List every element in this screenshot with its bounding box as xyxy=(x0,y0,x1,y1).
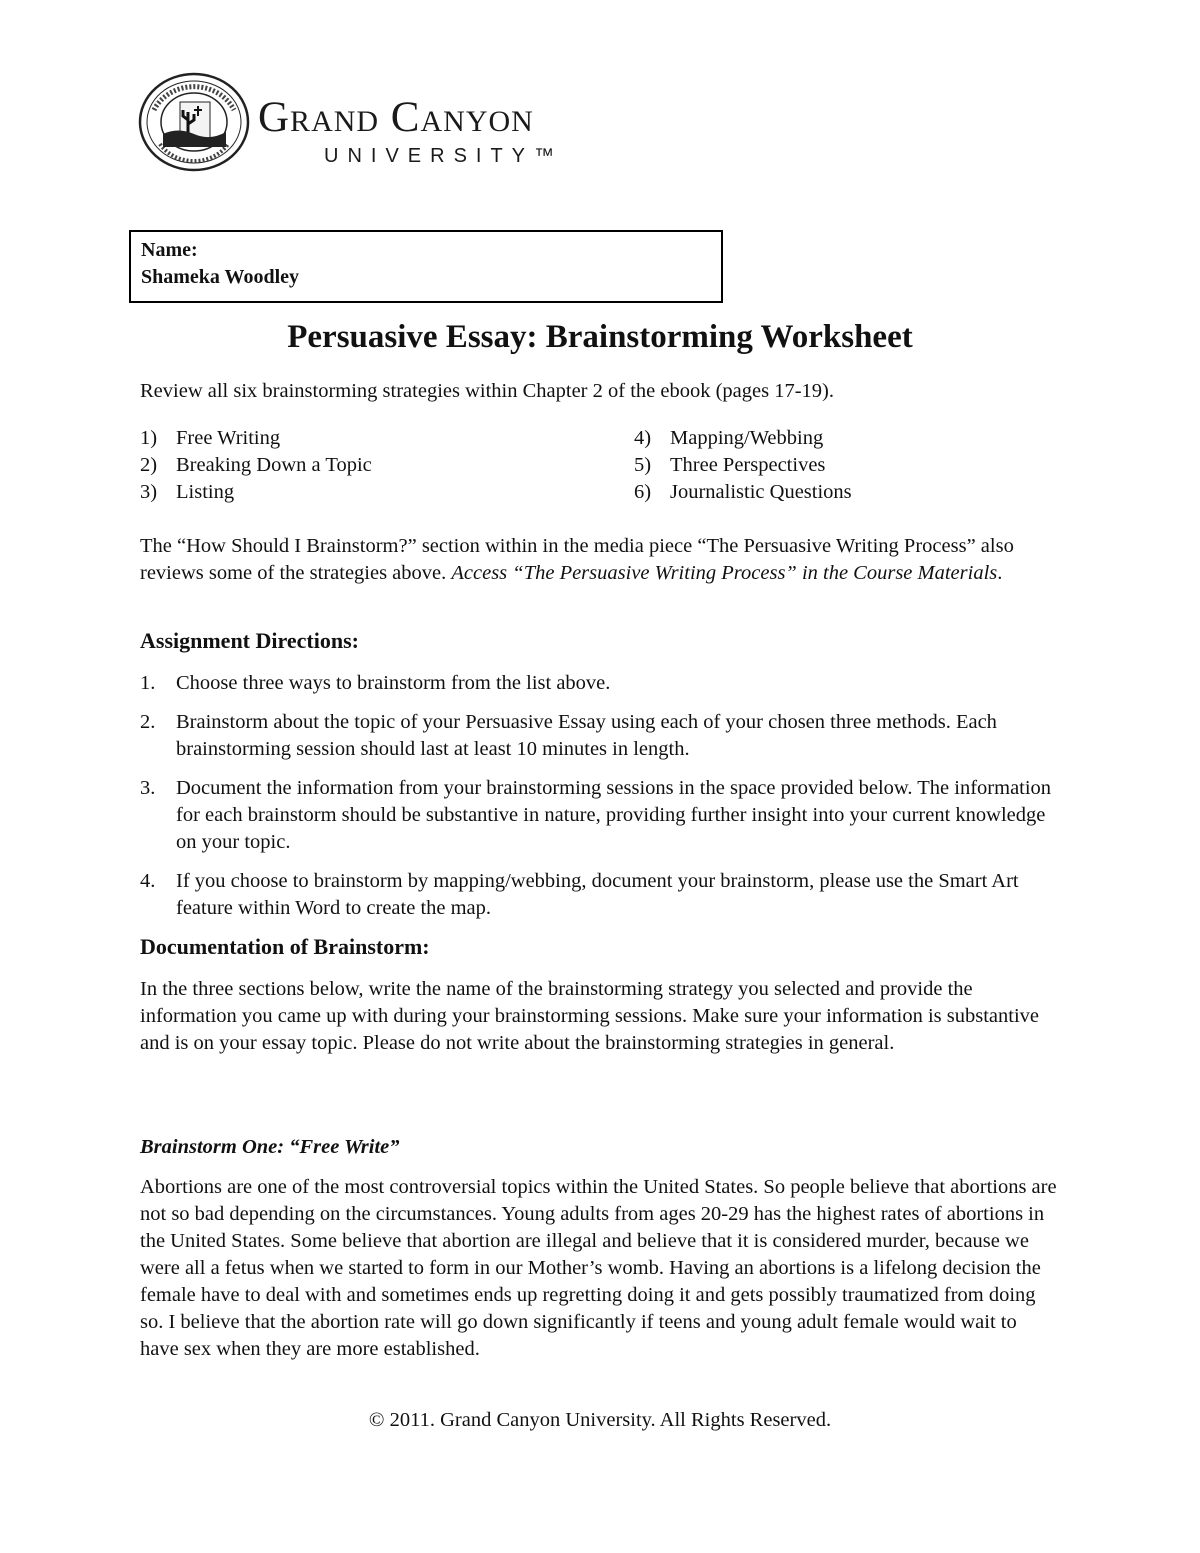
strategies-left-column xyxy=(140,425,560,506)
list-item: 6) Journalistic Questions xyxy=(634,481,852,503)
media-note xyxy=(140,533,1060,587)
university-seal-icon xyxy=(138,72,250,172)
university-logo xyxy=(138,72,618,172)
brainstorm-one-title: Brainstorm One: “Free Write” xyxy=(140,1136,400,1158)
list-item: 5) Three Perspectives xyxy=(634,454,826,476)
assignment-directions-list xyxy=(140,670,1060,934)
list-item: 4. If you choose to brainstorm by mapping/webbing, document your brainstorm, please use the Smart Art feature within Word to create the map. xyxy=(140,870,1019,919)
media-note-text: The “How Should I Brainstorm?” section within in the media piece “The Persuasive Writing Process” also reviews some of the strategies above. xyxy=(140,535,1014,584)
assignment-heading: Assignment Directions: xyxy=(140,628,359,653)
name-value: Shameka Woodley xyxy=(141,266,299,288)
brainstorm-one-text: Abortions are one of the most controversial topics within the United States. So people believe that abortions are not so bad depending on the circumstances. Young adults from ages 20-29 has the highest rates of abortions in the United States. Some believe that abortion are illegal and believe that it is considered murder, because we were all a fetus when we started to form in our Mother’s womb. Having an abortions is a lifelong decision the female have to deal with and sometimes ends up regretting doing it and gets possibly traumatized from doing so. I believe that the abortion rate will go down significantly if teens and young adult female would wait to have sex when they are more established. xyxy=(140,1176,1057,1360)
name-box xyxy=(129,230,723,303)
documentation-text: In the three sections below, write the name of the brainstorming strategy you selected and provide the information you came up with during your brainstorming sessions. Make sure your information is substantive and is on your essay topic. Please do not write about the brainstorming strategies in general. xyxy=(140,978,1040,1054)
list-item: 2) Breaking Down a Topic xyxy=(140,454,372,476)
media-note-end: . xyxy=(997,562,1003,584)
list-item: 1. Choose three ways to brainstorm from the list above. xyxy=(140,672,611,694)
name-label: Name: xyxy=(141,239,198,261)
strategies-right-column xyxy=(634,425,1054,506)
copyright-footer: © 2011. Grand Canyon University. All Rights Reserved. xyxy=(368,1409,832,1431)
intro-text: Review all six brainstorming strategies within Chapter 2 of the ebook (pages 17-19). xyxy=(140,380,834,402)
list-item: 3) Listing xyxy=(140,481,235,503)
page-title: Persuasive Essay: Brainstorming Worksheet xyxy=(287,319,913,355)
list-item: 2. Brainstorm about the topic of your Persuasive Essay using each of your chosen three methods. Each brainstorming session should last at least 10 minutes in length. xyxy=(140,711,997,760)
media-note-access: Access “The Persuasive Writing Process” in the Course Materials xyxy=(451,562,998,584)
logo-university-subtitle: UNIVERSITY™ xyxy=(324,145,564,167)
list-item: 1) Free Writing xyxy=(140,427,281,449)
list-item: 4) Mapping/Webbing xyxy=(634,427,824,449)
list-item: 3. Document the information from your brainstorming sessions in the space provided below. The information for each brainstorm should be substantive in nature, providing further insight into your current knowledge on your topic. xyxy=(140,777,1052,853)
logo-university-name: Grand Canyon xyxy=(258,94,534,141)
documentation-heading: Documentation of Brainstorm: xyxy=(140,934,430,959)
